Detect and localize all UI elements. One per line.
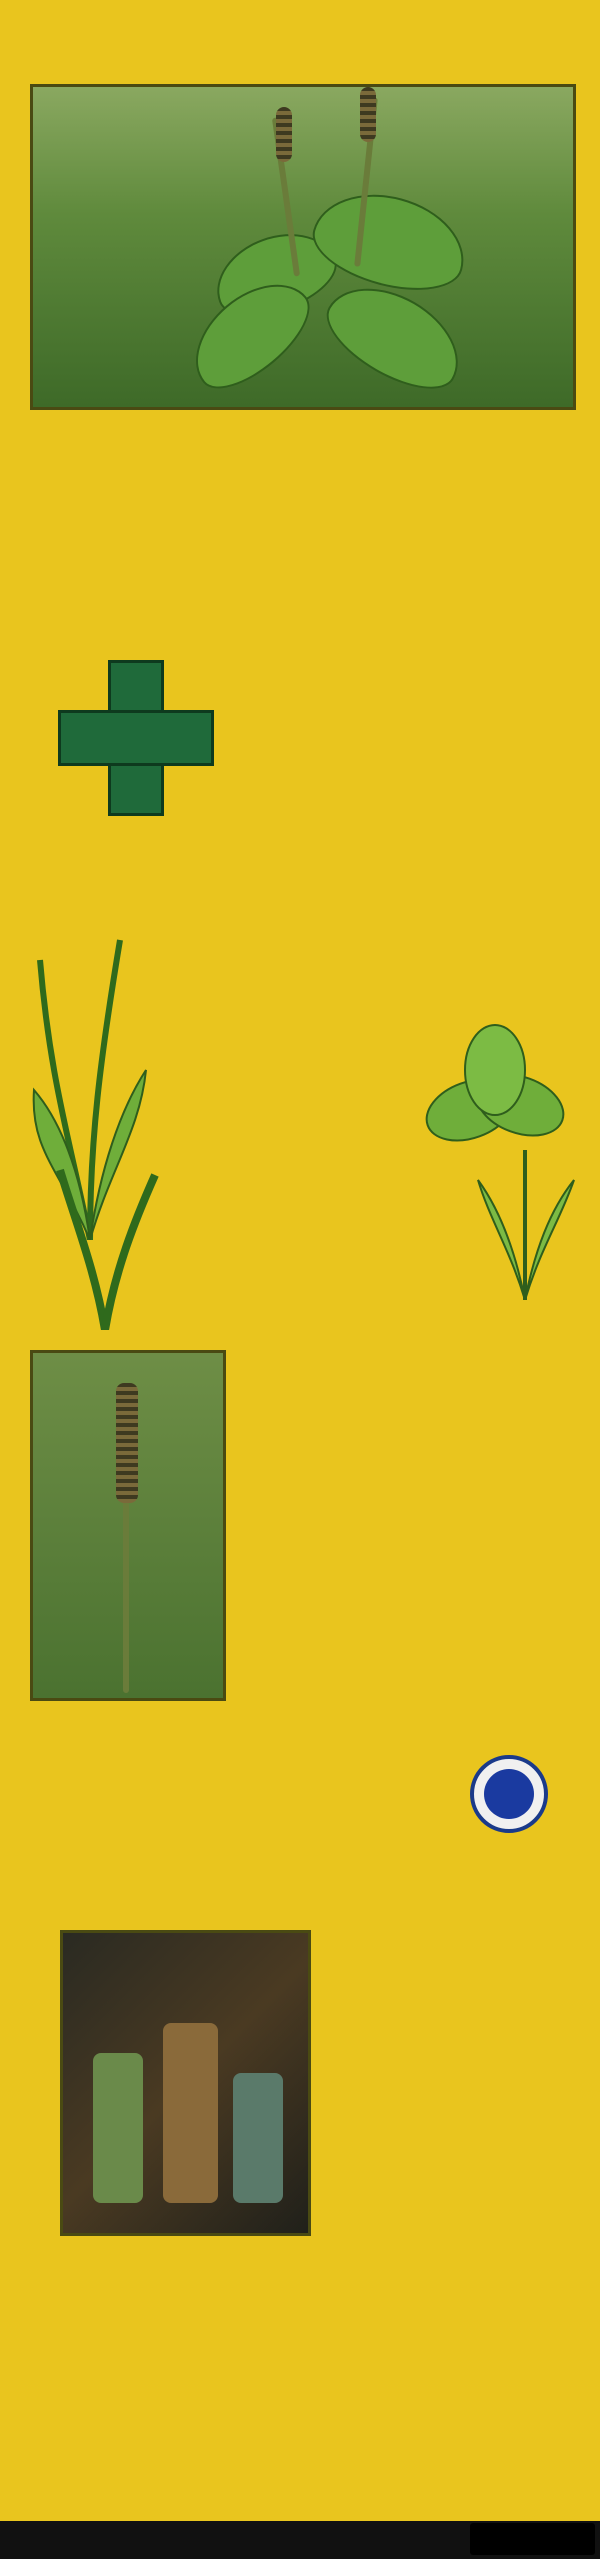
bottle-shape — [233, 2073, 283, 2203]
site-logo[interactable] — [470, 2523, 595, 2555]
bottle-shape — [93, 2053, 143, 2203]
plantain-photo — [30, 84, 576, 410]
flower-spike — [116, 1383, 138, 1503]
medical-cross-icon — [58, 660, 208, 810]
page-title — [0, 0, 600, 76]
bottles-photo — [60, 1930, 311, 2236]
circle-icon — [470, 1755, 548, 1833]
cross-core — [111, 713, 155, 757]
bottle-shape — [163, 2023, 218, 2203]
circle-icon-inner — [484, 1769, 534, 1819]
leaf-shape — [304, 179, 476, 305]
leaf-cluster-icon — [470, 1130, 580, 1300]
flower-spike — [360, 87, 376, 142]
flower-spike — [276, 107, 292, 162]
spike-photo — [30, 1350, 226, 1701]
spike-plant-icon — [40, 1160, 170, 1330]
